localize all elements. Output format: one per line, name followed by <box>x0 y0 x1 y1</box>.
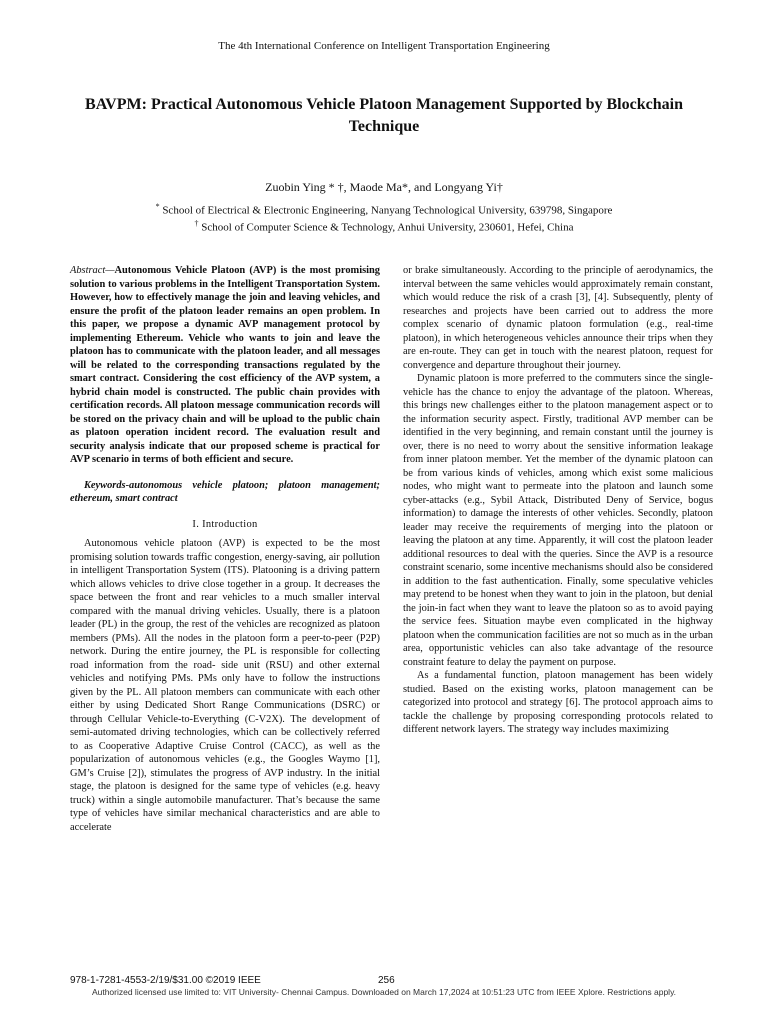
paper-title: BAVPM: Practical Autonomous Vehicle Platoon Management Supported by Blockchain Technique <box>85 96 683 135</box>
isbn-copyright: 978-1-7281-4553-2/19/$31.00 ©2019 IEEE <box>70 975 261 986</box>
affiliation-mark: † <box>194 219 199 228</box>
affiliation-text: School of Computer Science & Technology, Anhui University, 230601, Hefei, China <box>201 221 574 234</box>
body-paragraph: Autonomous vehicle platoon (AVP) is expected to be the most promising solution towards traffic congestion, energy-saving, air pollution in intelligent Transportation System (ITS). Platooning is a driving pattern which allows vehicles to drive close together in a group. It decreases the space between the front and rear vehicles to a much smaller interval compared with the manual driving vehicles. Usually, there is a platoon leader (PL) in the group, the rest of the vehicles are recognized as platoon members (PMs). All the nodes in the platoon form a peer-to-peer (P2P) network. During the entire journey, the PL is responsible for collecting road information from the road- side unit (RSU) and other external vehicles and notifying PMs. PMs only have to follow the instructions given by the PL. All platoon members can communicate with each other either by using Dedicated Short Range Communications (DSRC) or through Cellular Vehicle-to-Everything (C-V2X). The development of semi-automated driving technologies, which can be collectively referred to as Cooperative Adaptive Cruise Control (CACC), as well as the popularization of autonomous vehicles (e.g., the Googles Waymo [1], GM’s Cruise [2]), stimulates the progress of AVP industry. In the initial stage, the platoon is designed for the same type of vehicles (e.g. heavy truck) within a single automobile manufacturer. That’s because the same type of vehicles have similar mechanical characteristics and are able to accelerate <box>70 538 380 833</box>
body-paragraph: As a fundamental function, platoon management has been widely studied. Based on the existing works, platoon management can be categorized into protocol and strategy [6]. The protocol approach aims to tackle the challenge by proposing corresponding protocols related to different network layers. The strategy way includes maximizing <box>403 670 713 735</box>
license-notice: Authorized licensed use limited to: VIT University- Chennai Campus. Downloaded on March 17,2024 at 10:51:23 UTC from IEEE Xplore. Restrictions apply. <box>91 987 677 997</box>
abstract-label: Abstract— <box>70 265 115 276</box>
left-column <box>70 264 380 834</box>
body-paragraph: Dynamic platoon is more preferred to the commuters since the single-vehicle has the chance to enjoy the advantage of the platoon. Whereas, this brings new challenges either to the platoon management aspect or to the information security aspect. Firstly, traditional AVP member can be identified in the very beginning, and remain constant until the journey is over, there is no need to worry about the sensitive information leakage from inner platoon member. Yet the member of the dynamic platoon can be from various kinds of vehicles, among which exist some malicious nodes, who might want to permeate into the platoon and launch some cyber-attacks (e.g., Sybil Attack, Distributed Deny of Service, bogus information) to damage the interests of other vehicles. Secondly, platoon leader may receive the requirements of merging into the platoon or leaving the platoon at any time. Apparently, it will cost the platoon leader additional resources to deal with the queries. Since the AVP is a resource constraint scenario, some incentive mechanisms should also be considered in addition to the fast authentication. Finally, some speculative vehicles may pretend to be honest when they want to join in the platoon, but denial the join-in fact when they want to leave the platoon so as to avoid paying the service fees. Situation maybe even complicated in the highway platoon when the communication facilities are not so much as in the urban area, opportunistic vehicles can also take advantage of the resource constraint feature to delay the payment on purpose. <box>403 373 713 668</box>
keywords: Keywords-autonomous vehicle platoon; platoon management; ethereum, smart contract <box>70 479 380 504</box>
affiliation-2 <box>0 219 768 234</box>
affiliation-1 <box>0 202 768 217</box>
section-heading: I. Introduction <box>192 518 258 530</box>
right-column <box>403 264 713 737</box>
conference-header: The 4th International Conference on Intelligent Transportation Engineering <box>218 40 550 52</box>
page-number: 256 <box>378 975 395 986</box>
affiliation-text: School of Electrical & Electronic Engineering, Nanyang Technological University, 639798, Singapore <box>162 204 613 217</box>
abstract-text: Autonomous Vehicle Platoon (AVP) is the most promising solution to various problems in the Intelligent Transportation System. However, how to effectively manage the join and leaving vehicles, and ensure the profit of the platoon leader remains an open problem. In this paper, we propose a dynamic AVP management protocol by implementing Ethereum. Vehicle who wants to join and leave the platoon has to communicate with the platoon leader, and all messages will be related to the corresponding transactions regulated by the smart contract. Considering the cost efficiency of the AVP system, a hybrid chain model is constructed. The public chain provides with certification records. All platoon message communication records will be stored on the privacy chain and will be upload to the public chain as platoon operation incident record. The evaluation result and security analysis indicate that our proposed scheme is practical for AVP scenario in terms of both efficient and secure. <box>70 265 380 465</box>
abstract <box>70 264 380 467</box>
body-paragraph: or brake simultaneously. According to the principle of aerodynamics, the interval between the same vehicles would approximately remain constant, which would reduce the risk of a crash [3], [4]. Subsequently, plenty of researches and projects have been carried out to address the more complex scenario of dynamic platoon formulation (e.g., real-time platoon), in which heterogeneous vehicles announce their trips when they are en-route. They can get in touch with the nearest platoon, request for convergence and departure throughout their journey. <box>403 265 713 371</box>
author-list: Zuobin Ying * †, Maode Ma*, and Longyang Yi† <box>265 180 503 194</box>
affiliation-mark: * <box>155 202 160 211</box>
